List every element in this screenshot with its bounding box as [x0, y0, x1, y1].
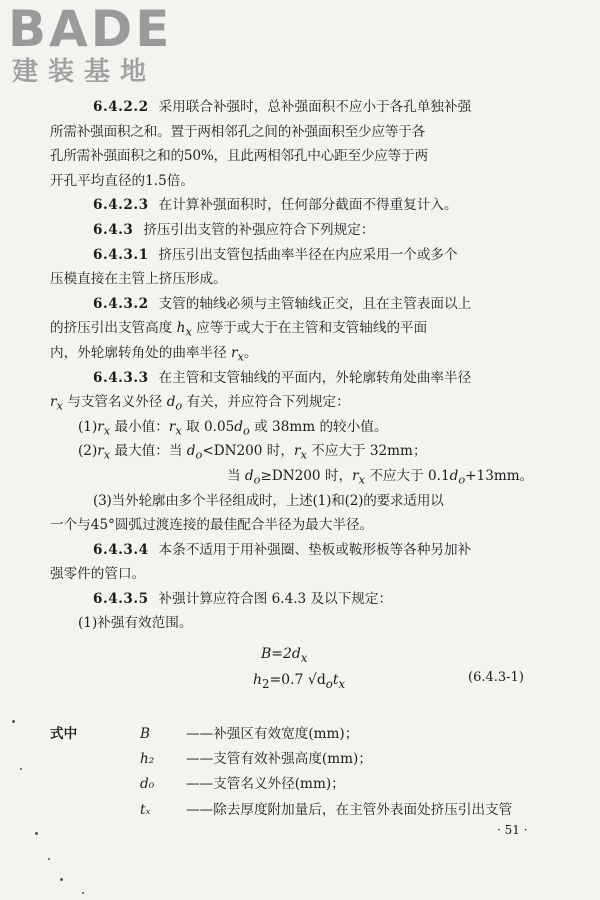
scan-speck: [82, 892, 84, 894]
clause-number: 6.4.2.3: [93, 197, 149, 214]
text-line: [50, 390, 555, 415]
math-symbol: $r_x$: [293, 443, 307, 463]
text-line: [50, 439, 555, 464]
scan-speck: [35, 832, 38, 835]
clause-text: 支管的轴线必须与主管轴线正交，且在主管表面以上: [158, 295, 472, 312]
clause-text: 补强计算应符合图 6.4.3 及以下规定：: [158, 590, 393, 607]
definition-text: ——除去厚度附加量后，在主管外表面处挤压引出支管: [186, 801, 513, 818]
clause-text: 本条不适用于用补强圈、垫板或鞍形板等各种另加补: [158, 541, 472, 558]
text-line: [50, 95, 555, 120]
formula-text: h: [253, 672, 263, 689]
formula-line-1: [50, 640, 555, 666]
text-line: (3)当外轮廓由多个半径组成时，上述(1)和(2)的要求适用以: [93, 492, 444, 509]
text-run: 与支管名义外径: [67, 394, 163, 411]
equation-number: (6.4.3-1): [468, 670, 524, 686]
text-line: [50, 366, 555, 391]
math-symbol: $r_x$: [97, 418, 111, 438]
definition-text: ——支管名义外径(mm)；: [186, 776, 345, 793]
definition-symbol: h₂: [140, 751, 155, 768]
clause-number: 6.4.3.5: [93, 590, 149, 607]
math-symbol: $d_o$: [166, 394, 183, 413]
math-symbol: $r_x$: [50, 394, 63, 413]
clause-text: 在主管和支管轴线的平面内，外轮廓转角处曲率半径: [158, 369, 472, 386]
text-run: 的挤压引出支管高度: [50, 320, 173, 337]
math-subscript: $_ot_x$: [325, 672, 346, 691]
text-line: 所需补强面积之和。置于两相邻孔之间的补强面积至少应等于各: [50, 123, 426, 140]
definitions-heading: 式中: [50, 726, 78, 742]
math-symbol: $r_x$: [231, 344, 244, 364]
text-line: [50, 538, 555, 563]
definition-symbol: d₀: [140, 776, 155, 793]
math-symbol: $d_o$: [186, 443, 203, 463]
formula-line-2: [50, 666, 555, 692]
watermark-brand: BADE: [8, 0, 173, 58]
scan-speck: [48, 858, 50, 860]
definition-text: ——补强区有效宽度(mm)；: [186, 726, 359, 742]
formula-h2: [253, 672, 345, 691]
text-run: 不应大于 32mm；: [311, 443, 427, 460]
text-line: [50, 316, 555, 341]
text-line: 孔所需补强面积之和的50%，且此两相邻孔中心距至少应等于两: [50, 148, 428, 165]
formula-text: =0.7 √d: [269, 672, 326, 689]
symbol-definitions: [50, 722, 560, 823]
text-line: 开孔平均直径的1.5倍。: [50, 172, 194, 189]
formula-text: B=2d: [261, 646, 301, 663]
text-run: 内，外轮廓转角处的曲率半径: [50, 344, 227, 361]
clause-text: 挤压引出支管包括曲率半径在内应采用一个或多个: [158, 246, 458, 263]
text-line: [50, 415, 555, 440]
clause-number: 6.4.3.3: [93, 369, 149, 386]
scan-speck: [12, 720, 15, 723]
text-run: ≥DN200 时，: [260, 467, 353, 484]
text-line: 压模直接在主管上挤压形成。: [50, 271, 227, 288]
definition-row: [50, 772, 560, 797]
text-run: 最大值：当: [114, 443, 183, 460]
clause-number: 6.4.3.2: [93, 295, 149, 312]
math-subscript: 2: [262, 676, 270, 691]
clause-number: 6.4.3.4: [93, 541, 149, 558]
text-line: (1)补强有效范围。: [78, 615, 193, 632]
clause-number: 6.4.2.2: [93, 99, 149, 115]
definition-row: [50, 722, 560, 747]
text-run: 最小值：: [114, 418, 169, 435]
text-line: 一个与45°圆弧过渡连接的最佳配合半径为最大半径。: [50, 517, 374, 534]
text-run: 不应大于 0.1: [369, 467, 450, 484]
math-symbol: $h_x$: [176, 320, 192, 340]
text-run: (2): [78, 443, 98, 460]
math-symbol: $d_o$: [234, 418, 250, 438]
text-line: [50, 243, 555, 268]
clause-number: 6.4.3: [93, 221, 134, 238]
definition-row: [50, 798, 560, 823]
definition-symbol: tₓ: [140, 801, 151, 818]
scan-speck: [60, 878, 63, 881]
scan-speck: [20, 768, 22, 770]
definition-text: ——支管有效补强高度(mm)；: [186, 751, 372, 768]
text-run: 有关，并应符合下列规定：: [186, 394, 350, 411]
math-symbol: $d_o$: [449, 467, 466, 487]
document-body: [50, 95, 555, 692]
definition-symbol: B: [140, 726, 150, 742]
text-run: +13mm。: [465, 467, 534, 484]
text-run: 应等于或大于在主管和支管轴线的平面: [196, 320, 428, 337]
text-line: [50, 587, 555, 612]
text-line: 强零件的管口。: [50, 566, 146, 583]
page-number: · 51 ·: [497, 823, 528, 837]
math-subscript: x: [300, 650, 308, 665]
text-run: <DN200 时，: [202, 443, 294, 460]
watermark-logo: [4, 2, 184, 94]
math-symbol: $r_x$: [97, 443, 111, 463]
definition-row: [50, 747, 560, 772]
clause-text: 挤压引出支管的补强应符合下列规定：: [143, 221, 375, 238]
text-line: [50, 464, 555, 489]
math-symbol: $r_x$: [352, 467, 365, 487]
text-line: 内，外轮廓转角处的曲率半径 $r_x$。: [50, 344, 258, 364]
clause-text: 在计算补强面积时，任何部分截面不得重复计入。: [158, 197, 458, 214]
text-run: 或 38mm 的较小值。: [254, 418, 388, 435]
text-line: [50, 193, 555, 218]
text-line: [50, 292, 555, 317]
clause-text: 采用联合补强时，总补强面积不应小于各孔单独补强: [158, 99, 472, 115]
clause-number: 6.4.3.1: [93, 246, 149, 263]
math-symbol: $r_x$: [168, 418, 182, 438]
math-symbol: $d_o$: [244, 467, 261, 487]
text-line: [50, 218, 555, 243]
text-run: (1): [78, 418, 98, 435]
formula-b: [261, 646, 307, 665]
watermark-subtitle: 建装基地: [12, 57, 157, 87]
text-run: 取 0.05: [186, 418, 235, 435]
text-run: 当: [227, 467, 241, 484]
